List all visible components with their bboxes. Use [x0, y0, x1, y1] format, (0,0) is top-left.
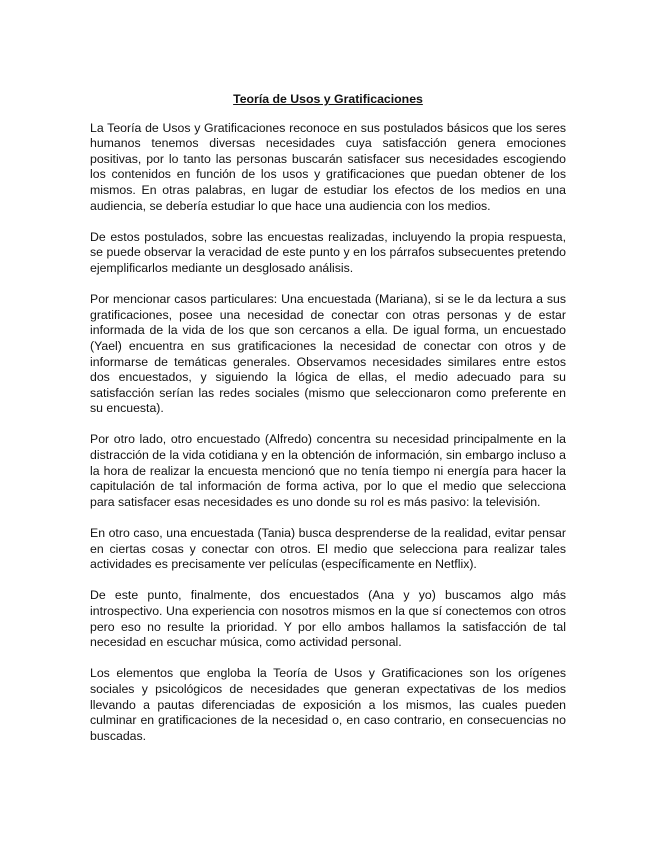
paragraph-7: Los elementos que engloba la Teoría de Usos y Gratificaciones son los orígenes sociales y psicológicos de necesidades que generan expectativas de los medios llevando a pautas diferenciadas de exposición a los mismos, las cuales pueden culminar en gratificaciones de la necesidad o, en caso contrario, en consecuencias no buscadas.: [90, 666, 566, 743]
paragraph-6: De este punto, finalmente, dos encuestados (Ana y yo) buscamos algo más introspectivo. Una experiencia con nosotros mismos en la que sí conectemos con otros pero eso no resulte la prioridad. Y por ello ambos hallamos la satisfacción de tal necesidad en escuchar música, como actividad personal.: [90, 588, 566, 650]
paragraph-5: En otro caso, una encuestada (Tania) busca desprenderse de la realidad, evitar pensar en ciertas cosas y conectar con otros. El medio que selecciona para realizar tales actividades es precisamente ver películas (específicamente en Netflix).: [90, 526, 566, 572]
paragraph-4: Por otro lado, otro encuestado (Alfredo) concentra su necesidad principalmente en la distracción de la vida cotidiana y en la obtención de información, sin embargo incluso a la hora de realizar la encuesta mencionó que no tenía tiempo ni energía para hacer la capitulación de tal información de forma activa, por lo que el medio que selecciona para satisfacer esas necesidades es uno donde su rol es más pasivo: la televisión.: [90, 432, 566, 509]
paragraph-1: La Teoría de Usos y Gratificaciones reconoce en sus postulados básicos que los seres humanos tenemos diversas necesidades cuya satisfacción genera emociones positivas, por lo tanto las personas buscarán satisfacer sus necesidades escogiendo los contenidos en función de los usos y gratificaciones que puedan obtener de los mismos. En otras palabras, en lugar de estudiar los efectos de los medios en una audiencia, se debería estudiar lo que hace una audiencia con los medios.: [90, 120, 566, 213]
document-page: [90, 92, 566, 760]
paragraph-3: Por mencionar casos particulares: Una encuestada (Mariana), si se le da lectura a sus gratificaciones, posee una necesidad de conectar con otras personas y de estar informada de la vida de los que son cercanos a ella. De igual forma, un encuestado (Yael) encuentra en sus gratificaciones la necesidad de conectar con otros y de informarse de temáticas generales. Observamos necesidades similares entre estos dos encuestados, y siguiendo la lógica de ellas, el medio adecuado para su satisfacción serían las redes sociales (mismo que seleccionaron como preferente en su encuesta).: [90, 292, 566, 416]
paragraph-2: De estos postulados, sobre las encuestas realizadas, incluyendo la propia respuesta, se puede observar la veracidad de este punto y en los párrafos subsecuentes pretendo ejemplificarlos mediante un desglosado análisis.: [90, 229, 566, 275]
document-title: Teoría de Usos y Gratificaciones: [233, 92, 423, 106]
